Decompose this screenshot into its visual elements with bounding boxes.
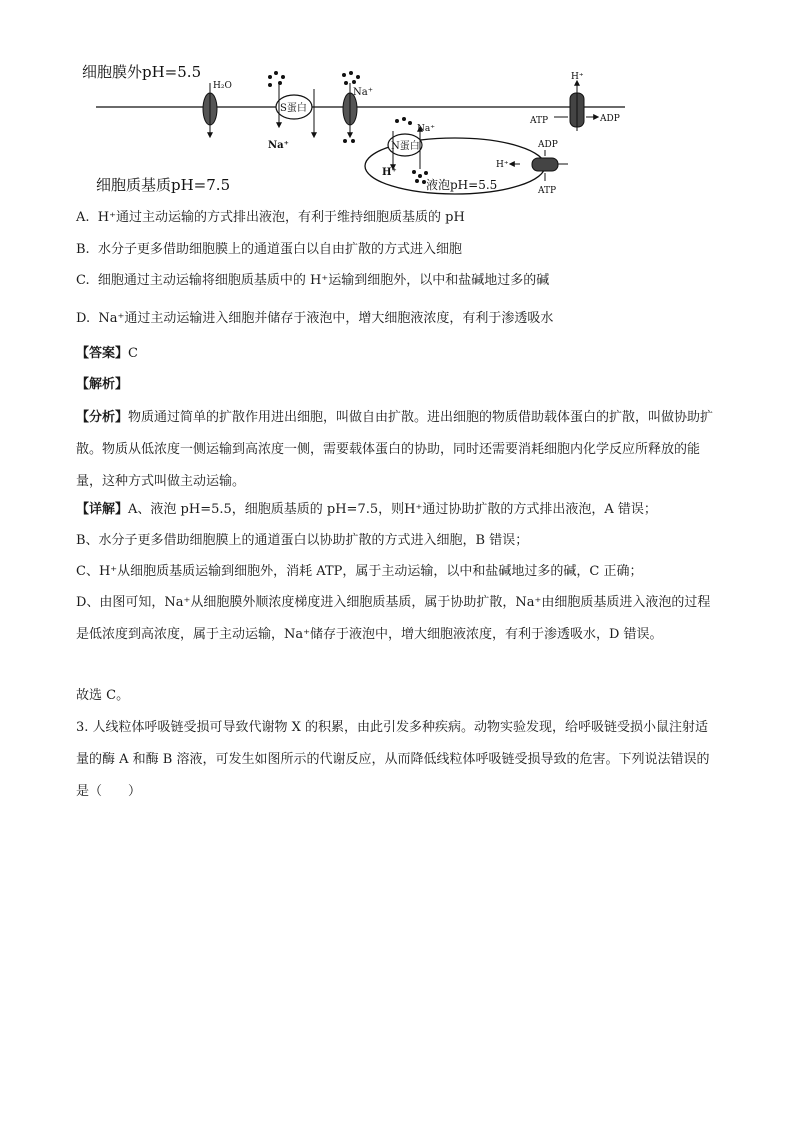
- answer-line: 【答案】C: [76, 346, 138, 361]
- detail-b: B、水分子更多借助细胞膜上的通道蛋白以协助扩散的方式进入细胞，B 错误；: [76, 533, 529, 548]
- vacuole-pump-h-label: H⁺: [496, 160, 509, 170]
- option-a: A. H⁺通过主动运输的方式排出液泡，有利于维持细胞质基质的 pH: [76, 210, 465, 225]
- question-3: 3. 人线粒体呼吸链受损可导致代谢物 X 的积累，由此引发多种疾病。动物实验发现，给呼吸链受损小鼠注射适量的酶 A 和酶 B 溶液，可发生如图所示的代谢反应，从而降低线粒体呼吸链受损导致的危害。下列说法错误的是（ ）: [76, 720, 710, 799]
- option-b: B. 水分子更多借助细胞膜上的通道蛋白以自由扩散的方式进入细胞: [76, 242, 462, 257]
- cytoplasm-ph-label: 细胞质基质pH=7.5: [96, 176, 231, 194]
- membrane-adp-label: ADP: [600, 114, 620, 124]
- detail-a: 【详解】A、液泡 pH=5.5，细胞质基质的 pH=7.5，则H⁺通过协助扩散的方式排出液泡，A 错误；: [76, 502, 657, 517]
- vacuole-atp-label: ATP: [538, 186, 557, 196]
- n-protein-label: N蛋白: [391, 141, 420, 152]
- s-protein: [268, 71, 314, 151]
- vacuole-na-label: Na⁺: [417, 124, 435, 134]
- outside-ph-label: 细胞膜外pH=5.5: [82, 63, 202, 81]
- na-channel-label: Na⁺: [353, 87, 373, 98]
- membrane-h-pump: [529, 72, 620, 131]
- transport-diagram: [80, 55, 640, 205]
- vacuole-ph-label: 液泡pH=5.5: [426, 178, 498, 192]
- detail-c: C、H⁺从细胞质基质运输到细胞外，消耗 ATP，属于主动运输，以中和盐碱地过多的碱，C 正确；: [76, 564, 643, 579]
- option-c: C. 细胞通过主动运输将细胞质基质中的 H⁺运输到细胞外，以中和盐碱地过多的碱: [76, 273, 550, 288]
- vacuole: [365, 117, 568, 196]
- water-channel-protein: [203, 81, 232, 137]
- option-d: D. Na⁺通过主动运输进入细胞并储存于液泡中，增大细胞液浓度，有利于渗透吸水: [76, 311, 554, 326]
- vacuole-adp-label: ADP: [538, 140, 558, 150]
- h-ion-dots: [268, 71, 285, 87]
- vacuole-h-label: H⁺: [382, 167, 397, 178]
- na-ion-label: Na⁺: [268, 140, 289, 151]
- water-label: H₂O: [213, 81, 232, 91]
- pump-h-label: H⁺: [571, 72, 584, 82]
- conclusion: 故选 C。: [76, 688, 130, 703]
- vacuole-h-pump: [532, 158, 558, 171]
- detail-d: D、由图可知，Na⁺从细胞膜外顺浓度梯度进入细胞质基质，属于协助扩散，Na⁺由细胞质基质进入液泡的过程是低浓度到高浓度，属于主动运输，Na⁺储存于液泡中，增大细胞液浓度，有利于渗透吸水，D 错误。: [76, 595, 711, 642]
- analysis-paragraph: 【分析】物质通过简单的扩散作用进出细胞，叫做自由扩散。进出细胞的物质借助载体蛋白的扩散，叫做协助扩散。物质从低浓度一侧运输到高浓度一侧，需要载体蛋白的协助，同时还需要消耗细胞内化学反应所释放的能量，这种方式叫做主动运输。: [76, 410, 714, 489]
- analysis-heading: 【解析】: [76, 377, 129, 392]
- s-protein-label: S蛋白: [280, 103, 307, 114]
- membrane-atp-label: ATP: [530, 116, 549, 126]
